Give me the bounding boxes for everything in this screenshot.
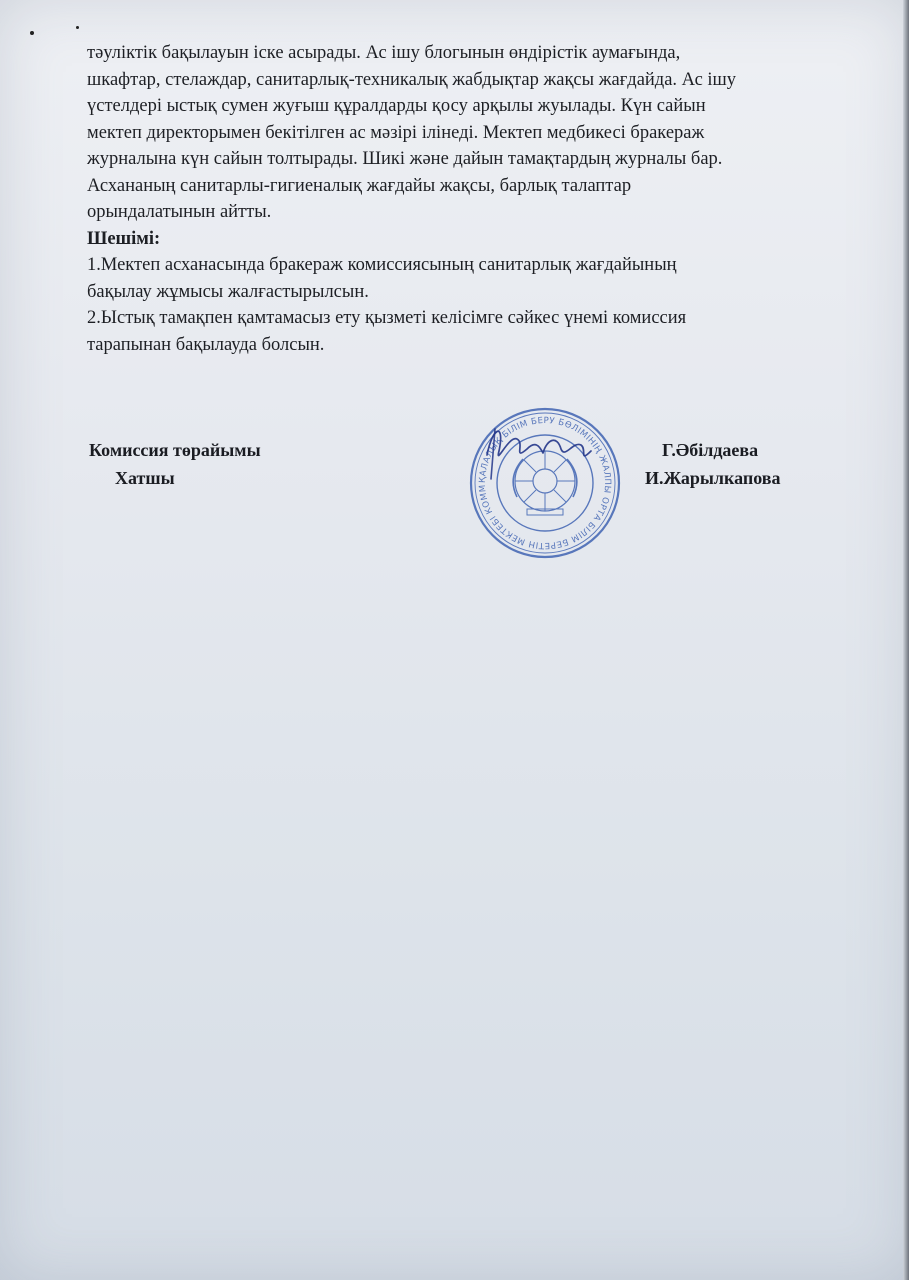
decision-line: 1.Мектеп асханасында бракераж комиссиясының санитарлық жағдайының <box>87 255 677 275</box>
chair-title: Комиссия төрайымы <box>89 440 261 460</box>
corner-mark <box>30 31 34 35</box>
document-body <box>87 40 847 358</box>
body-line: орындалатынын айтты. <box>87 202 272 222</box>
decision-line: 2.Ыстық тамақпен қамтамасыз ету қызметі келісімге сәйкес үнемі комиссия <box>87 308 687 328</box>
secretary-name: И.Жарылкапова <box>645 468 781 488</box>
body-line: тәуліктік бақылауын іске асырады. Ас ішу блогынын өндірістік аумағында, <box>87 43 681 63</box>
stamp-ring-text: ҚАЛАЛЫҚ БІЛІМ БЕРУ БӨЛІМІНІҢ ЖАЛПЫ ОРТА БІЛІМ БЕРЕТІН МЕКТЕБІ КОММ <box>477 415 613 551</box>
body-line: шкафтар, стелаждар, санитарлық-техникалық жабдықтар жақсы жағдайда. Ас ішу <box>87 69 737 90</box>
corner-mark <box>76 26 79 29</box>
decision-heading: Шешімі: <box>87 228 161 249</box>
page-edge <box>903 0 909 1280</box>
chair-name: Г.Әбілдаева <box>662 440 759 460</box>
stamp-seal-graphic <box>465 405 625 560</box>
body-line: үстелдері ыстық сумен жуғыш құралдарды қосу арқылы жуылады. Күн сайын <box>87 96 706 116</box>
secretary-title: Хатшы <box>115 468 175 488</box>
decision-line: тарапынан бақылауда болсын. <box>87 334 325 355</box>
body-line: журналына күн сайын толтырады. Шикі және дайын тамақтардың журналы бар. <box>87 149 723 169</box>
decision-line: бақылау жұмысы жалғастырылсын. <box>87 281 369 302</box>
official-stamp <box>465 405 625 560</box>
body-line: Асхананың санитарлы-гигиеналық жағдайы жақсы, барлық талаптар <box>87 175 632 196</box>
body-line: мектеп директорымен бекітілген ас мәзірі ілінеді. Мектеп медбикесі бракераж <box>87 122 705 143</box>
